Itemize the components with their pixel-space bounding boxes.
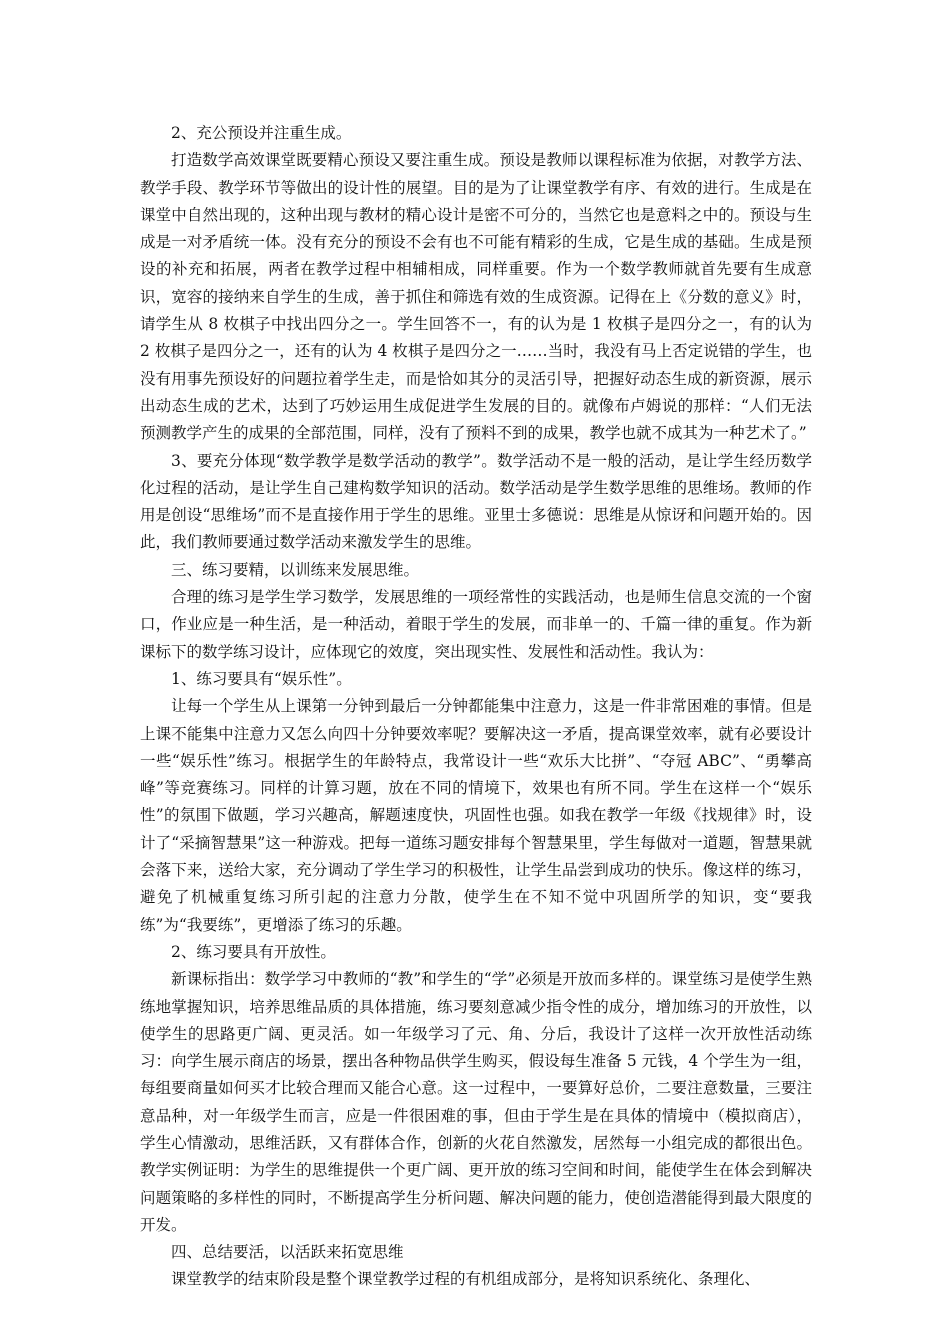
document-body [140, 120, 812, 1294]
subheading-openness: 2、练习要具有开放性。 [171, 942, 336, 961]
paragraph-summary: 课堂教学的结束阶段是整个课堂教学过程的有机组成部分，是将知识系统化、条理化、 [171, 1270, 761, 1289]
paragraph-practice-intro: 合理的练习是学生学习数学，发展思维的一项经常性的实践活动，也是师生信息交流的一个窗口，作业应是一种生活，是一种活动，着眼于学生的发展，而非单一的、千篇一律的重复。作为新课标下的数学练习设计，应体现它的效度，突出现实性、发展性和活动性。我认为： [140, 588, 812, 661]
section-heading-presetting: 2、充公预设并注重生成。 [171, 124, 352, 142]
paragraph-presetting-generation: 打造数学高效课堂既要精心预设又要注重生成。预设是教师以课程标准为依据，对教学方法、教学手段、教学环节等做出的设计性的展望。目的是为了让课堂教学有序、有效的进行。生成是在课堂中自然出现的，这种出现与教材的精心设计是密不可分的，当然它也是意料之中的。预设与生成是一对矛盾统一体。没有充分的预设不会有也不可能有精彩的生成，它是生成的基础。生成是预设的补充和拓展，两者在教学过程中相辅相成，同样重要。作为一个数学教师就首先要有生成意识，宽容的接纳来自学生的生成，善于抓住和筛选有效的生成资源。记得在上《分数的意义》时，请学生从 8 枚棋子中找出四分之一。学生回答不一，有的认为是 1 枚棋子是四分之一，有的认为 2 枚棋子是四分之一，还有的认为 4 枚棋子是四分之一……当时，我没有马上否定说错的学生，也没有用事先预设好的问题拉着学生走，而是恰如其分的灵活引导，把握好动态生成的新资源，展示出动态生成的艺术，达到了巧妙运用生成促进学生发展的目的。就像布卢姆说的那样：“人们无法预测教学产生的成果的全部范围，同样，没有了预料不到的成果，教学也就不成其为一种艺术了。” [140, 151, 812, 443]
paragraph-math-activity: 3、要充分体现“数学教学是数学活动的教学”。数学活动不是一般的活动，是让学生经历数学化过程的活动，是让学生自己建构数学知识的活动。数学活动是学生数学思维的思维场。教师的作用是创设“思维场”而不是直接作用于学生的思维。亚里士多德说：思维是从惊讶和问题开始的。因此，我们教师要通过数学活动来激发学生的思维。 [140, 451, 812, 552]
section-heading-practice: 三、练习要精，以训练来发展思维。 [171, 560, 420, 579]
paragraph-entertainment: 让每一个学生从上课第一分钟到最后一分钟都能集中注意力，这是一件非常困难的事情。但是上课不能集中注意力又怎么向四十分钟要效率呢？要解决这一矛盾，提高课堂效率，就有必要设计一些“娱乐性”练习。根据学生的年龄特点，我常设计一些“欢乐大比拼”、“夺冠 ABC”、“勇攀高峰”等竞赛练习。同样的计算习题，放在不同的情境下，效果也有所不同。学生在这样一个“娱乐性”的氛围下做题，学习兴趣高，解题速度快，巩固性也强。如我在教学一年级《找规律》时，设计了“采摘智慧果”这一种游戏。把每一道练习题安排每个智慧果里，学生每做对一道题，智慧果就会落下来，送给大家，充分调动了学生学习的积极性，让学生品尝到成功的快乐。像这样的练习，避免了机械重复练习所引起的注意力分散，使学生在不知不觉中巩固所学的知识，变“要我练”为“我要练”，更增添了练习的乐趣。 [140, 697, 812, 934]
subheading-entertainment: 1、练习要具有“娱乐性”。 [171, 669, 352, 688]
paragraph-openness: 新课标指出：数学学习中教师的“教”和学生的“学”必须是开放而多样的。课堂练习是使学生熟练地掌握知识，培养思维品质的具体措施，练习要刻意减少指令性的成分，增加练习的开放性，以使学生的思路更广阔、更灵活。如一年级学习了元、角、分后，我设计了这样一次开放性活动练习：向学生展示商店的场景，摆出各种物品供学生购买，假设每生准备 5 元钱，4 个学生为一组，每组要商量如何买才比较合理而又能合心意。这一过程中，一要算好总价，二要注意数量，三要注意品种，对一年级学生而言，应是一件很困难的事，但由于学生是在具体的情境中（模拟商店），学生心情激动，思维活跃，又有群体合作，创新的火花自然激发，居然每一小组完成的都很出色。教学实例证明：为学生的思维提供一个更广阔、更开放的练习空间和时间，能使学生在体会到解决问题策略的多样性的同时，不断提高学生分析问题、解决问题的能力，使创造潜能得到最大限度的开发。 [140, 970, 812, 1234]
section-heading-summary: 四、总结要活，以活跃来拓宽思维 [171, 1243, 404, 1262]
